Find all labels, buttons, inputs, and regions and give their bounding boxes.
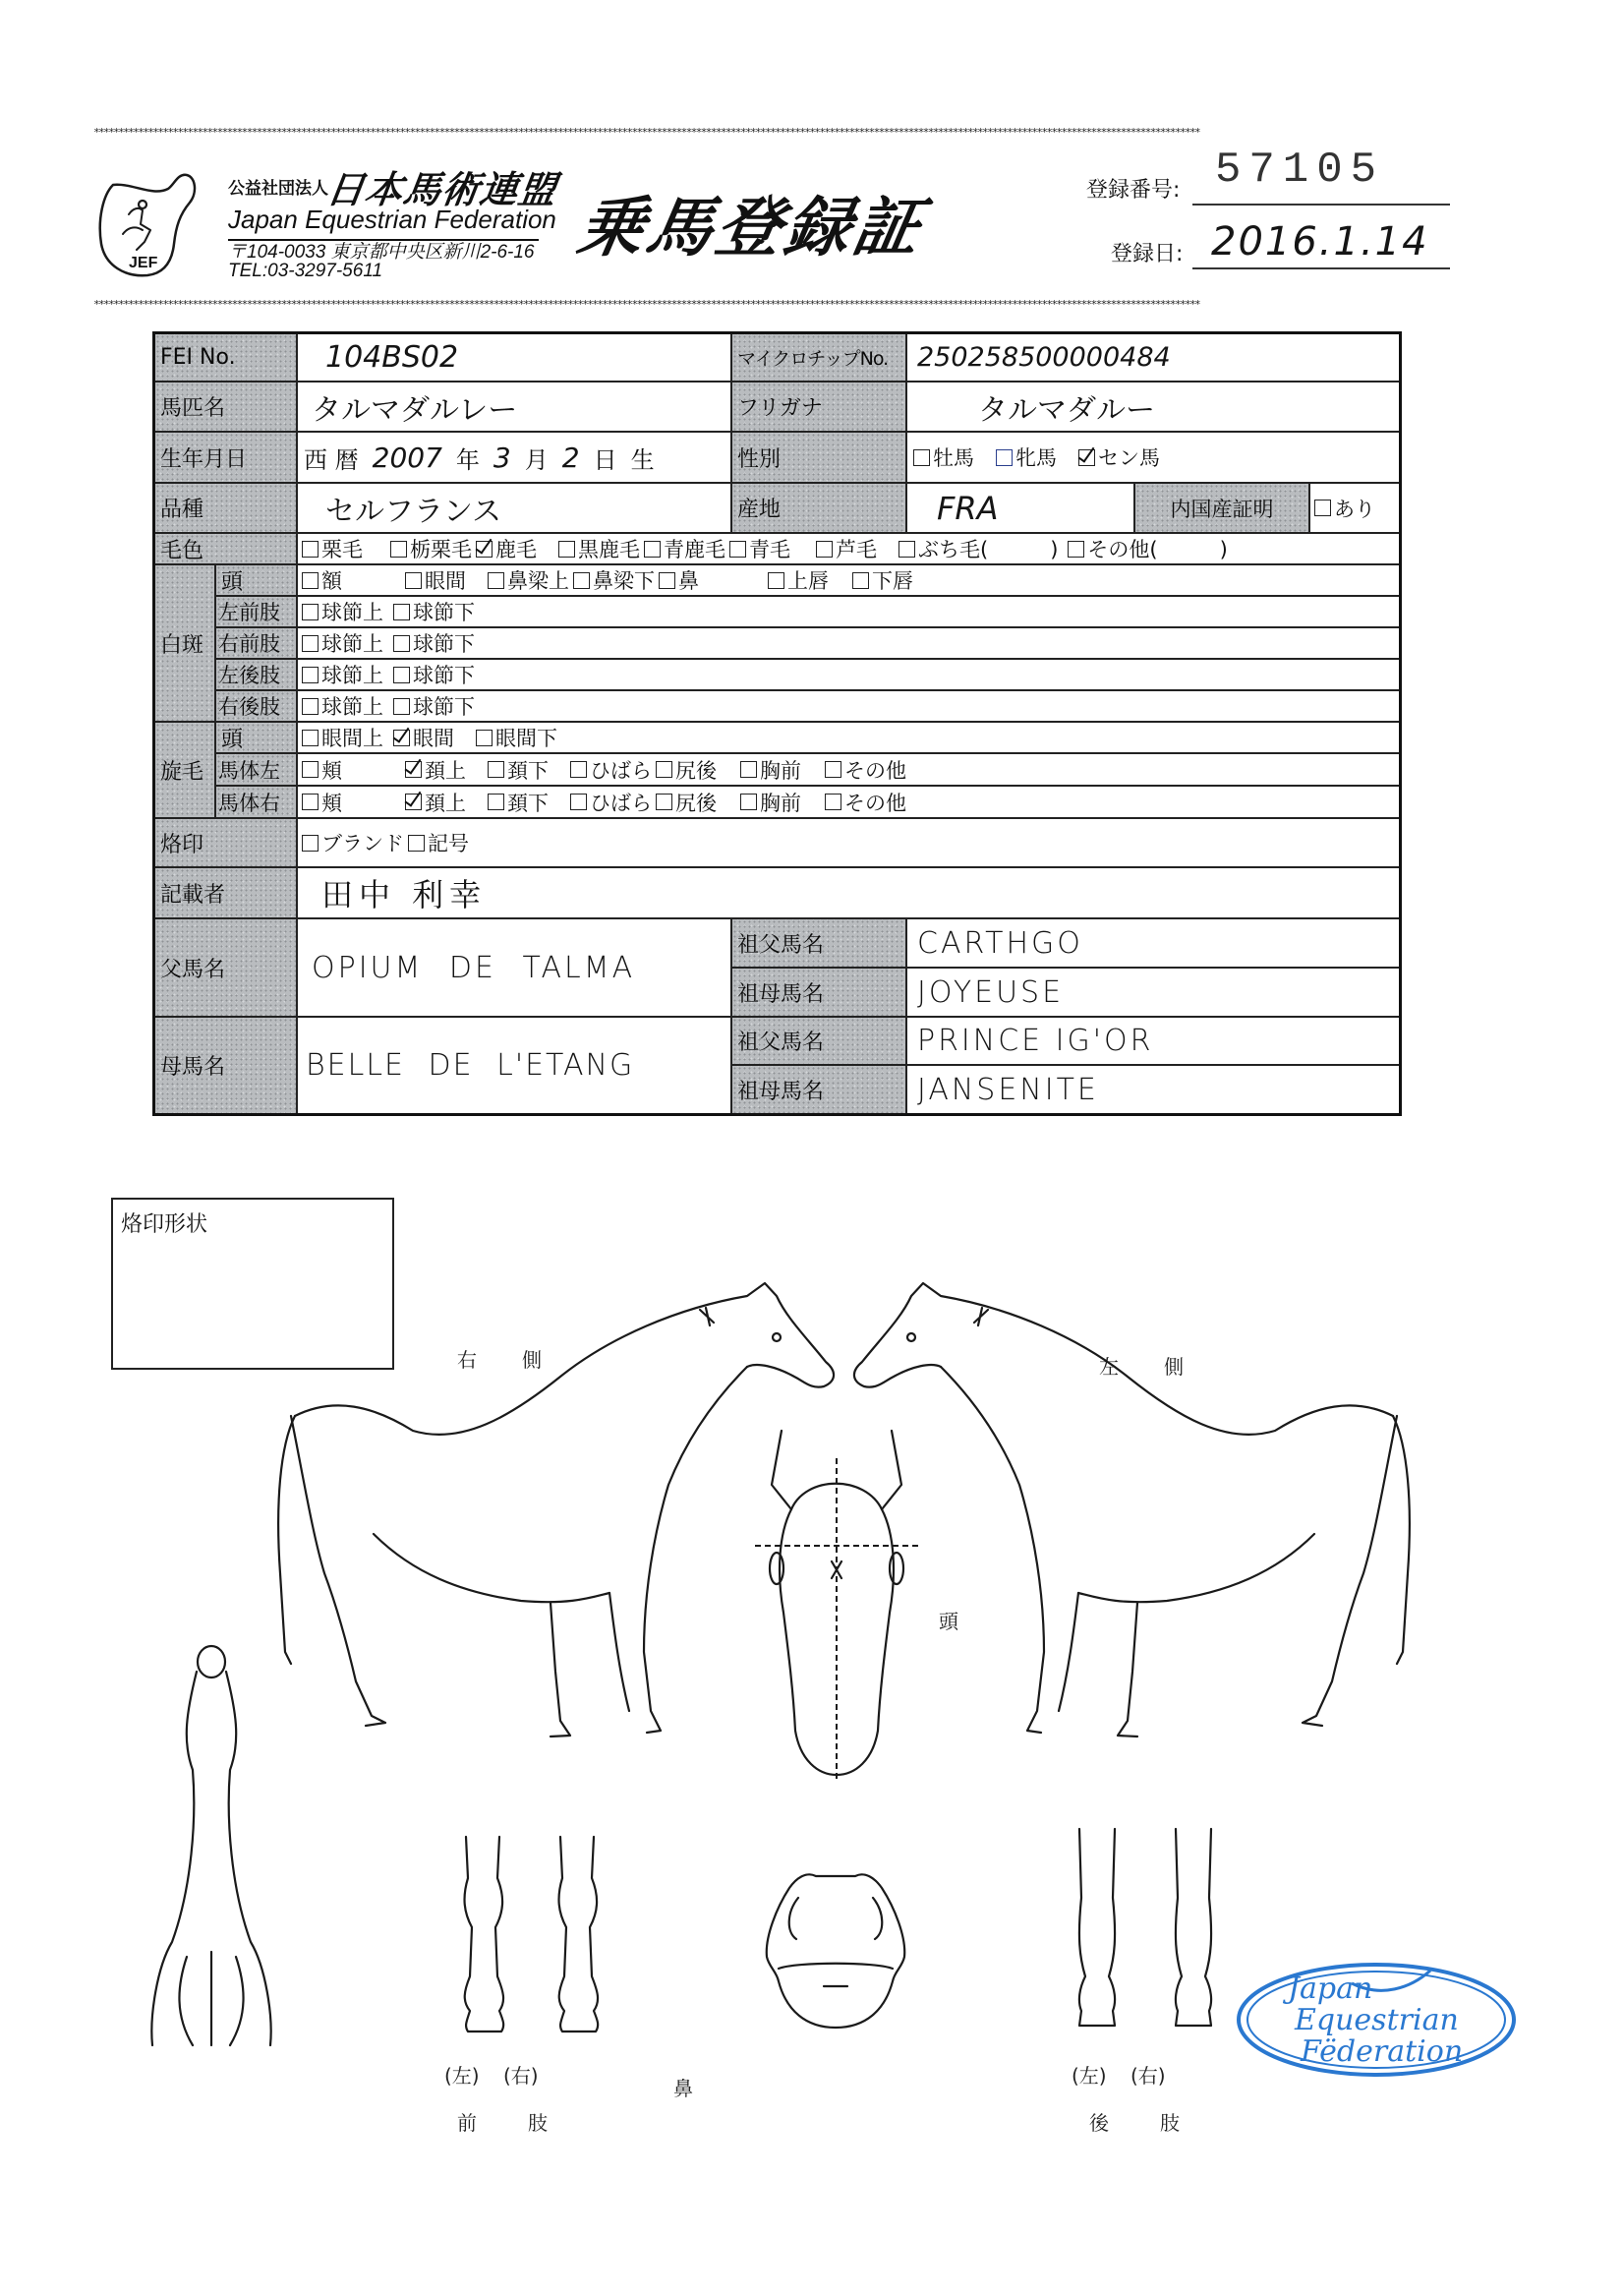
fore-limbs-label: 前 肢	[457, 2111, 551, 2135]
option-label: その他( )	[1087, 538, 1228, 561]
option-label: 記号	[428, 832, 469, 855]
recorder-value[interactable]: 田中 利幸	[298, 868, 1399, 919]
option-label: 胸前	[760, 791, 801, 815]
day-unit: 日	[593, 445, 617, 474]
option-label: 頬	[321, 758, 342, 783]
brand-label: 烙印	[155, 819, 298, 868]
option-label: 頚下	[507, 791, 549, 815]
dam-sire-value[interactable]: PRINCE IG'OR	[907, 1018, 1399, 1066]
option-label: 牝馬	[1015, 446, 1057, 470]
microchip-value[interactable]: 250258500000484	[907, 334, 1399, 383]
microchip-label: マイクロチップNo.	[732, 334, 907, 383]
option-label: 青毛	[749, 538, 790, 561]
head-label: 頭	[939, 1610, 958, 1633]
furigana-value[interactable]: タルマダルー	[907, 383, 1399, 433]
brand-shape-label: 烙印形状	[121, 1212, 208, 1237]
horse-rear-view-icon[interactable]	[151, 1646, 270, 2045]
option-label: 鹿毛	[495, 538, 537, 561]
option-label: 尻後	[675, 791, 717, 815]
registration-date-label: 登録日:	[1111, 242, 1184, 266]
option-label: 球節上	[321, 632, 383, 656]
horse-head-front-icon[interactable]	[755, 1431, 922, 1780]
top-star-divider: ********************************************************************************************************************************************************************************************************************************	[93, 126, 1200, 139]
fore-left-label: (左)	[444, 2064, 480, 2088]
dam-value[interactable]: BELLE DE L'ETANG	[298, 1018, 732, 1113]
option-label: 胸前	[760, 758, 801, 783]
coat-color-label: 毛色	[155, 534, 298, 565]
option-label: ブランド	[321, 832, 404, 855]
birth-day[interactable]: 2	[561, 441, 580, 474]
dam-dam-label: 祖母馬名	[732, 1066, 907, 1113]
sire-sire-label: 祖父馬名	[732, 919, 907, 969]
horse-name-label: 馬匹名	[155, 383, 298, 433]
registration-number-label: 登録番号:	[1086, 178, 1181, 203]
era-label: 西 暦	[304, 445, 359, 474]
svg-text:Japan: Japan	[1288, 1972, 1373, 2006]
org-name-jp: 日本馬術連盟	[323, 168, 560, 211]
horse-left-side-icon[interactable]	[854, 1283, 1410, 1737]
hind-left-label: (左)	[1072, 2064, 1107, 2088]
white-part-head: 頭	[216, 565, 298, 597]
furigana-label: フリガナ	[732, 383, 907, 433]
left-side-label: 左 側	[1099, 1355, 1186, 1379]
whorl-part-body-left: 馬体左	[216, 754, 298, 787]
white-part-right-fore: 右前肢	[216, 628, 298, 660]
whorl-part-body-right: 馬体右	[216, 787, 298, 819]
sire-dam-label: 祖母馬名	[732, 969, 907, 1018]
org-type: 公益社団法人	[228, 179, 328, 199]
right-side-label: 右 側	[457, 1348, 544, 1372]
option-label: 牡馬	[933, 446, 974, 470]
sire-sire-value[interactable]: CARTHGO	[907, 919, 1399, 969]
option-label: 眼間上	[321, 727, 383, 750]
registration-date: 2016.1.14	[1211, 219, 1429, 265]
sex-label: 性別	[732, 433, 907, 484]
white-part-left-fore: 左前肢	[216, 597, 298, 628]
option-label: 球節上	[321, 664, 383, 687]
hind-limbs-label: 後 肢	[1089, 2111, 1184, 2135]
option-label: 眼間	[425, 569, 466, 593]
sire-value[interactable]: OPIUM DE TALMA	[298, 919, 732, 1018]
option-label: 額	[321, 569, 342, 593]
option-label: 頚上	[425, 758, 466, 783]
option-label: 鼻梁上	[507, 569, 569, 593]
option-label: 球節上	[321, 601, 383, 624]
birth-year[interactable]: 2007	[372, 441, 442, 474]
tel-line: TEL:03-3297-5611	[228, 261, 383, 281]
breed-label: 品種	[155, 484, 298, 534]
option-label: 球節下	[413, 664, 475, 687]
month-unit: 月	[524, 445, 549, 474]
white-part-right-hind: 右後肢	[216, 691, 298, 723]
option-label: 眼間下	[495, 727, 557, 750]
org-name-en: Japan Equestrian Federation	[228, 205, 556, 234]
jef-stamp-icon	[1234, 1959, 1519, 2082]
option-label: 眼間	[413, 727, 454, 750]
bottom-star-divider: ********************************************************************************************************************************************************************************************************************************	[93, 298, 1200, 311]
fei-no-value[interactable]: 104BS02	[298, 334, 732, 383]
hind-right-label: (右)	[1130, 2064, 1166, 2088]
hind-limbs-icon[interactable]	[1079, 1829, 1211, 2026]
option-label: セン馬	[1098, 446, 1160, 470]
option-label: 上唇	[787, 569, 829, 593]
option-label: 栗毛	[321, 538, 363, 561]
birth-suffix: 生	[630, 445, 655, 474]
domestic-cert-label: 内国産証明	[1135, 484, 1310, 534]
option-label: 栃栗毛	[410, 538, 472, 561]
option-label: 球節下	[413, 601, 475, 624]
option-label: 球節下	[413, 632, 475, 656]
option-label: その他	[844, 791, 906, 815]
fei-no-label: FEI No.	[155, 334, 298, 383]
option-label: 頚下	[507, 758, 549, 783]
option-label: 鼻梁下	[593, 569, 655, 593]
dam-label: 母馬名	[155, 1018, 298, 1113]
dam-dam-value[interactable]: JANSENITE	[907, 1066, 1399, 1113]
document-title: 乗馬登録証	[572, 190, 930, 265]
option-label: 球節下	[413, 695, 475, 719]
option-label: その他	[844, 758, 906, 783]
origin-label: 産地	[732, 484, 907, 534]
option-label: 頬	[321, 791, 342, 815]
horse-name-value[interactable]: タルマダルレー	[298, 383, 732, 433]
nose-icon[interactable]	[767, 1874, 904, 2028]
option-label: 芦毛	[836, 538, 877, 561]
birth-date-label: 生年月日	[155, 433, 298, 484]
option-label: 尻後	[675, 758, 717, 783]
birth-month[interactable]: 3	[493, 441, 511, 474]
option-label: 鼻	[678, 569, 699, 593]
white-markings-label: 白斑	[155, 565, 216, 723]
horse-right-side-icon[interactable]	[278, 1283, 834, 1737]
white-part-left-hind: 左後肢	[216, 660, 298, 691]
origin-value[interactable]: FRA	[907, 484, 1135, 534]
option-label: あり	[1334, 497, 1375, 521]
option-label: ひばら	[590, 791, 652, 815]
option-label: ひばら	[590, 758, 652, 783]
registration-number: 57105	[1215, 146, 1385, 195]
option-label: 下唇	[872, 569, 913, 593]
nose-label: 鼻	[673, 2077, 693, 2100]
breed-value[interactable]: セルフランス	[298, 484, 732, 534]
svg-text:JEF: JEF	[129, 255, 158, 271]
dam-sire-label: 祖父馬名	[732, 1018, 907, 1066]
year-unit: 年	[455, 445, 480, 474]
option-label: ぶち毛( )	[918, 538, 1059, 561]
sire-dam-value[interactable]: JOYEUSE	[907, 969, 1399, 1018]
svg-text:Equestrian: Equestrian	[1295, 2003, 1459, 2037]
option-label: 球節上	[321, 695, 383, 719]
recorder-label: 記載者	[155, 868, 298, 919]
option-label: 黒鹿毛	[578, 538, 640, 561]
option-label: 頚上	[425, 791, 466, 815]
sire-label: 父馬名	[155, 919, 298, 1018]
fore-right-label: (右)	[503, 2064, 539, 2088]
whorls-label: 旋毛	[155, 723, 216, 819]
fore-limbs-icon[interactable]	[465, 1837, 599, 2031]
svg-text:Fëderation: Fëderation	[1301, 2034, 1464, 2069]
whorl-part-head: 頭	[216, 723, 298, 754]
address-line: 〒104-0033 東京都中央区新川2-6-16	[228, 242, 535, 263]
option-label: 青鹿毛	[664, 538, 725, 561]
